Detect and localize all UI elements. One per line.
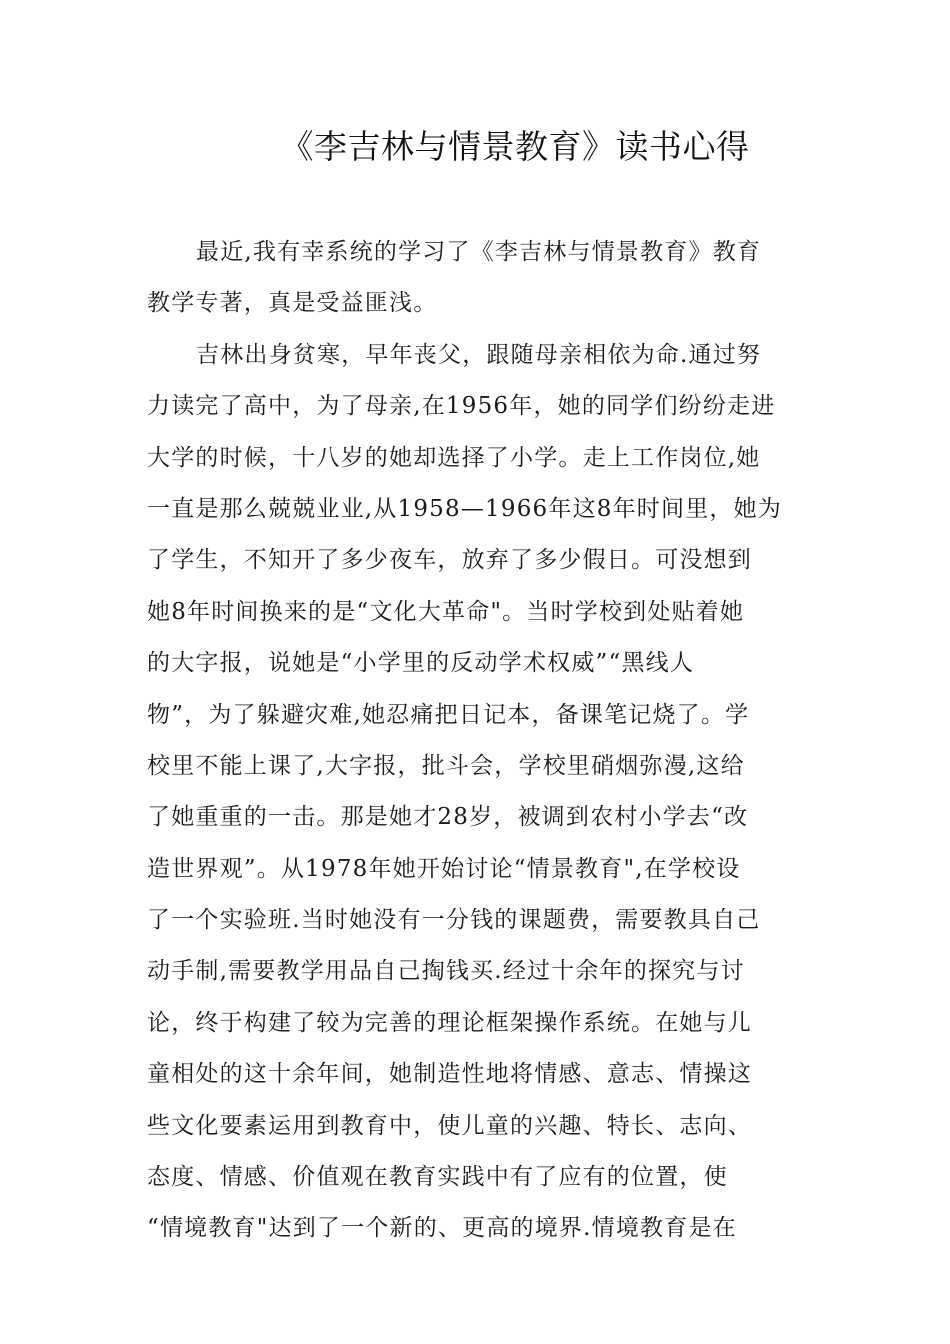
paragraph-line: 童相处的这十余年间，她制造性地将情感、意志、情操这 [147,1061,752,1088]
paragraph-line: 校里不能上课了,大字报，批斗会，学校里硝烟弥漫,这给 [147,752,745,779]
paragraph-line: 了她重重的一击。那是她才28岁，被调到农村小学去“改 [147,804,749,831]
paragraph-line: “情境教育"达到了一个新的、更高的境界.情境教育是在 [147,1215,737,1242]
paragraph-line: 造世界观”。从1978年她开始讨论“情景教育",在学校设 [147,855,741,882]
paragraph-line: 了学生，不知开了多少夜车，放弃了多少假日。可没想到 [147,547,752,574]
paragraph-line: 教学专著，真是受益匪浅。 [147,290,438,317]
paragraph-line: 的大字报，说她是“小学里的反动学术权威”“黑线人 [147,650,695,677]
paragraph-line: 她8年时间换来的是“文化大革命"。当时学校到处贴着她 [147,598,745,625]
paragraph-line: 动手制,需要教学用品自己掏钱买.经过十余年的探究与讨 [147,958,745,985]
paragraph-line: 些文化要素运用到教育中，使儿童的兴趣、特长、志向、 [147,1112,752,1139]
paragraph-line: 了一个实验班.当时她没有一分钱的课题费，需要教具自己 [147,907,761,934]
paragraph-line: 一直是那么兢兢业业,从1958—1966年这8年时间里，她为 [147,495,783,522]
paragraph-line: 大学的时候，十八岁的她却选择了小学。走上工作岗位,她 [147,444,761,471]
paragraph-line: 力读完了高中，为了母亲,在1956年，她的同学们纷纷走进 [147,393,776,420]
paragraph-line: 最近,我有幸系统的学习了《李吉林与情景教育》教育 [196,239,762,265]
paragraph-line: 物”，为了躲避灾难,她忍痛把日记本，备课笔记烧了。学 [147,701,750,728]
paragraph-line: 论，终于构建了较为完善的理论框架操作系统。在她与儿 [147,1009,752,1036]
document-title: 《李吉林与情景教育》读书心得 [280,127,750,166]
paragraph-line: 态度、情感、价值观在教育实践中有了应有的位置，使 [147,1164,728,1191]
document-body [147,227,807,1255]
paragraph-line: 吉林出身贫寒，早年丧父，跟随母亲相依为命.通过努 [196,341,762,368]
